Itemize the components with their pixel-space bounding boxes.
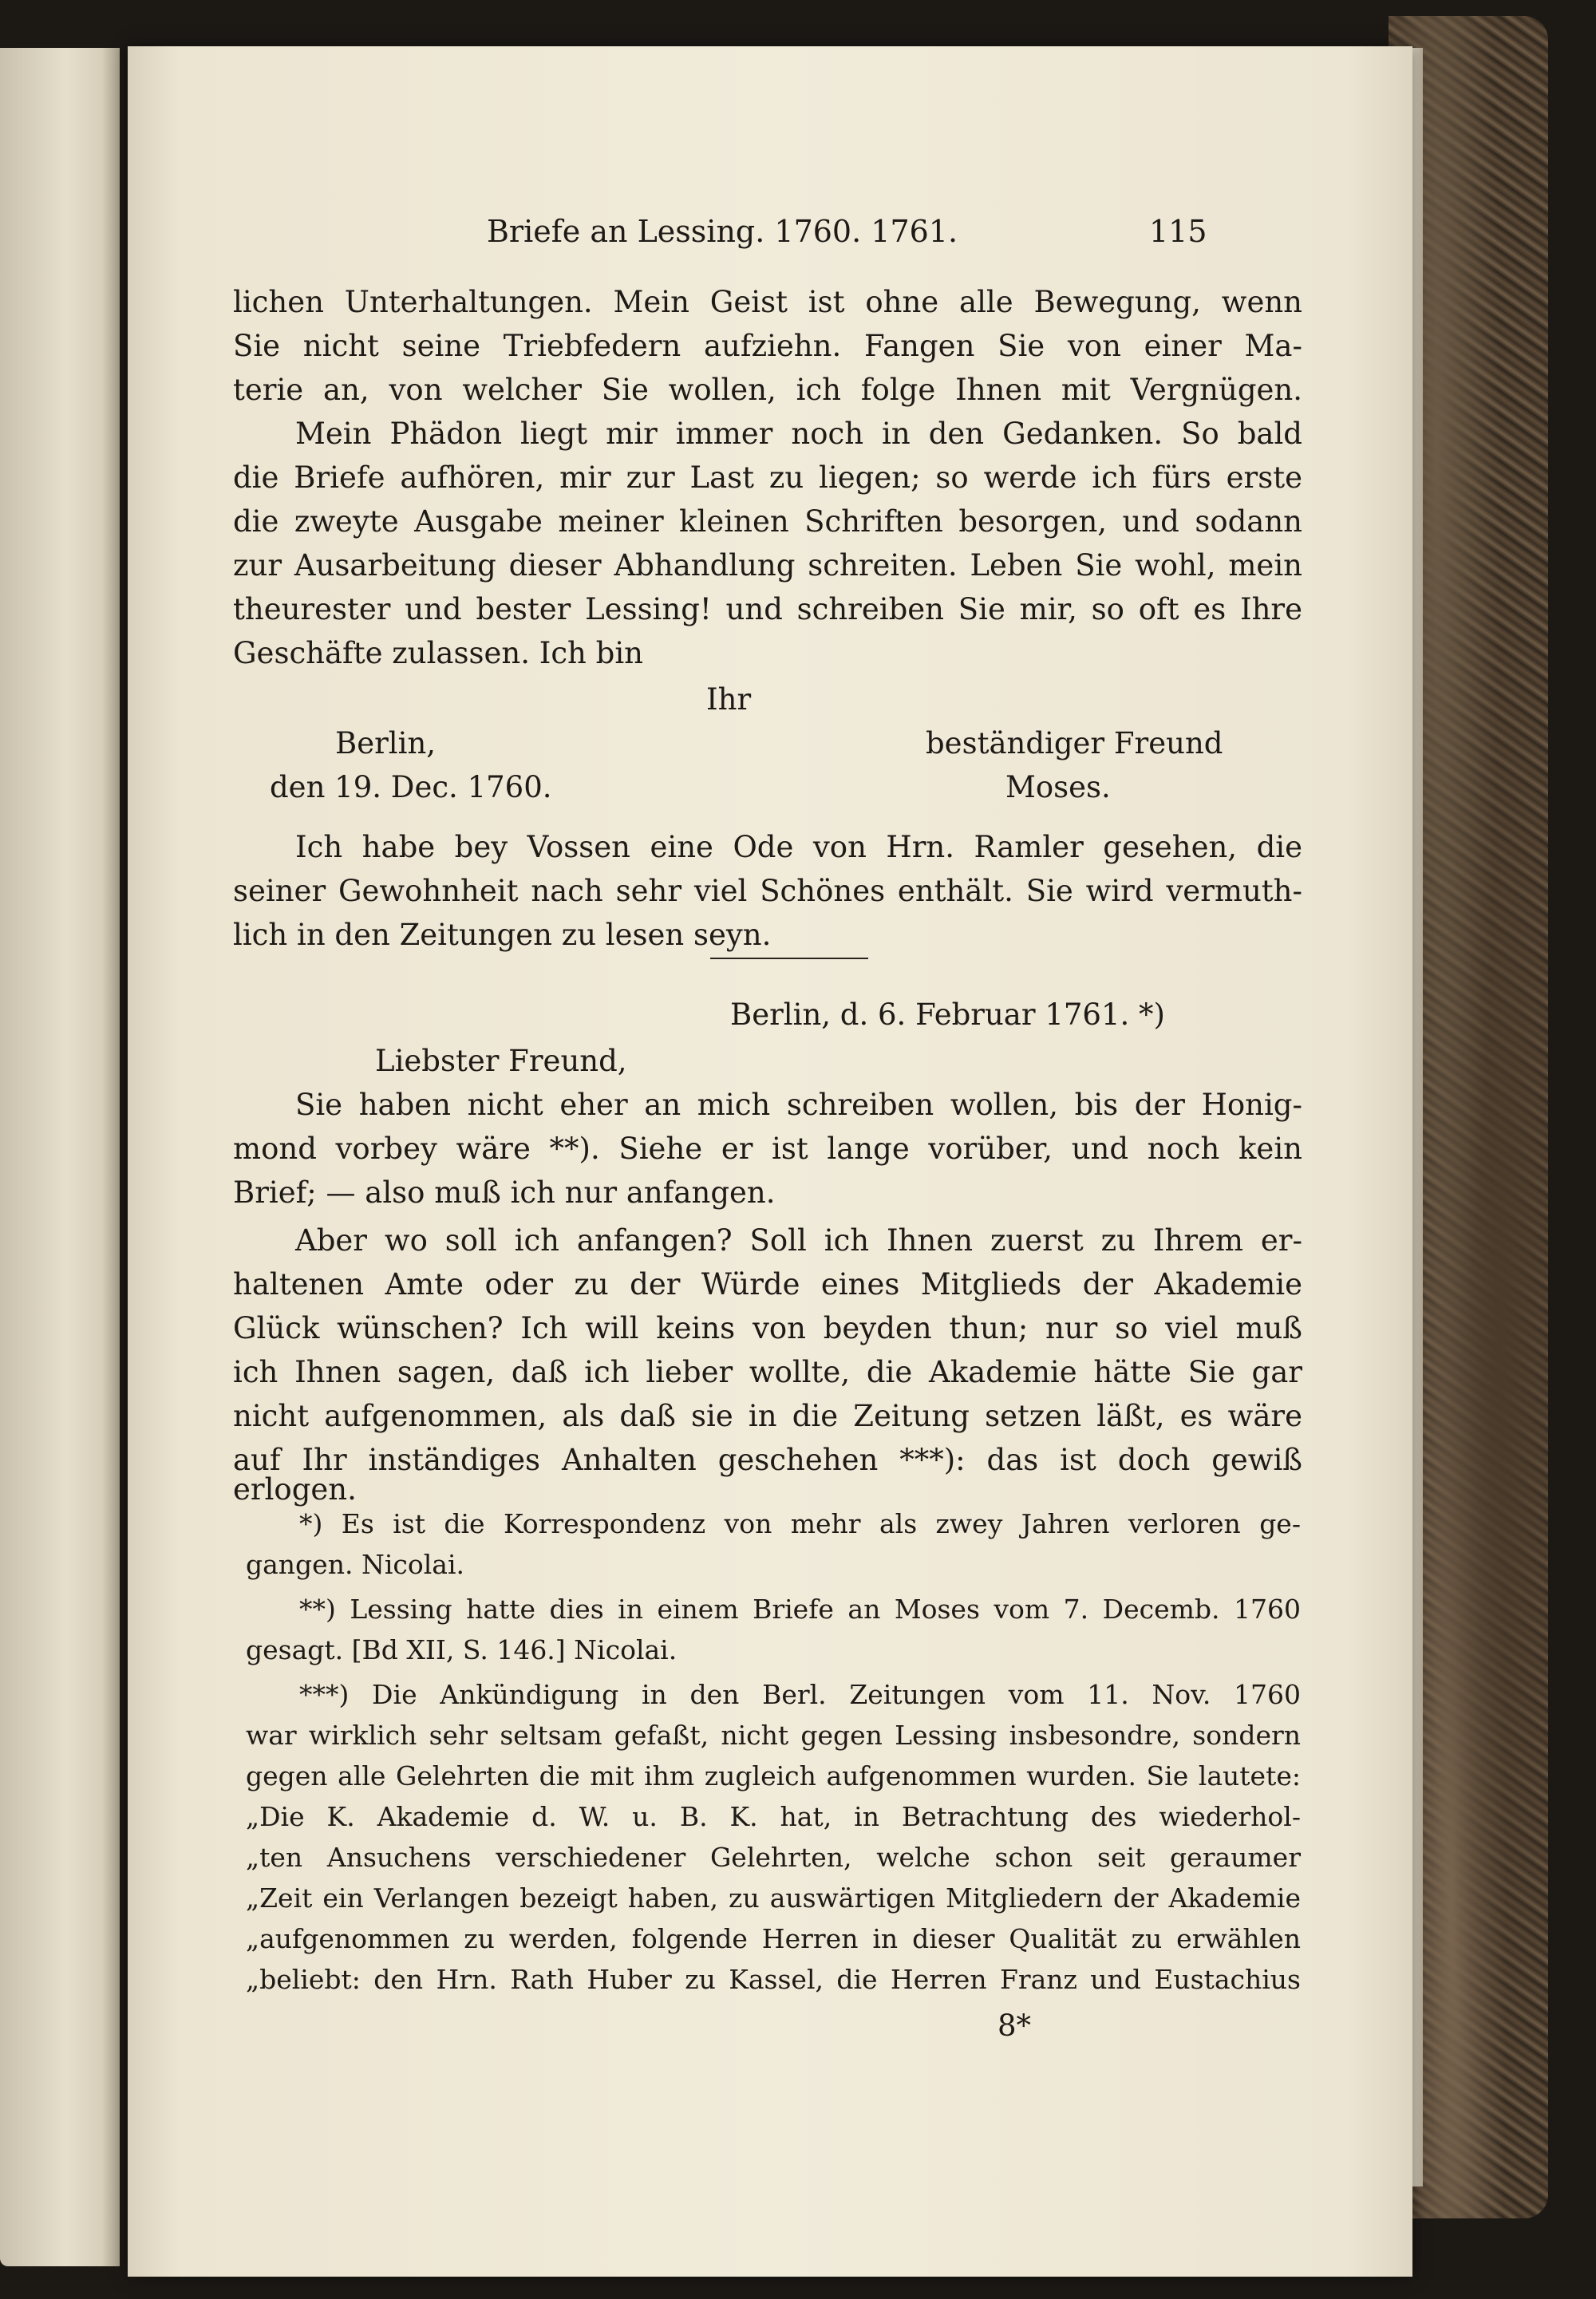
text-line: Glück wünschen? Ich will keins von beyden thun; nur so viel muß	[233, 1311, 1302, 1345]
text-line: Geschäfte zulassen. Ich bin	[233, 636, 643, 670]
text-line: Brief; — also muß ich nur anfangen.	[233, 1175, 776, 1210]
postscript-line: lich in den Zeitungen zu lesen seyn.	[233, 918, 772, 952]
dateline: Berlin, d. 6. Februar 1761. *)	[730, 997, 1165, 1032]
footnote-line: gangen. Nicolai.	[246, 1549, 464, 1580]
text-line: Aber wo soll ich anfangen? Soll ich Ihnen zuerst zu Ihrem er-	[295, 1223, 1302, 1258]
footnote-line: „Die K. Akademie d. W. u. B. K. hat, in Betrachtung des wiederhol-	[246, 1801, 1301, 1832]
text-line: Mein Phädon liegt mir immer noch in den Gedanken. So bald	[295, 417, 1302, 451]
running-title: Briefe an Lessing. 1760. 1761.	[487, 214, 958, 249]
text-line: nicht aufgenommen, als daß sie in die Zeitung setzen läßt, es wäre	[233, 1399, 1302, 1433]
letter-separator	[710, 958, 868, 959]
text-line: terie an, von welcher Sie wollen, ich folge Ihnen mit Vergnügen.	[233, 373, 1302, 407]
footnote-line: war wirklich sehr seltsam gefaßt, nicht gegen Lessing insbesondre, sondern	[246, 1720, 1301, 1751]
footnote-line: *) Es ist die Korrespondenz von mehr als zwey Jahren verloren ge-	[299, 1508, 1301, 1539]
footnote-line: gegen alle Gelehrten die mit ihm zugleich aufgenommen wurden. Sie lautete:	[246, 1760, 1301, 1791]
signature: Moses.	[1005, 770, 1111, 804]
footnote-line: ***) Die Ankündigung in den Berl. Zeitungen vom 11. Nov. 1760	[299, 1679, 1301, 1710]
closing-ihr: Ihr	[706, 682, 752, 717]
text-line: die zweyte Ausgabe meiner kleinen Schriften besorgen, und sodann	[233, 504, 1302, 539]
postscript-line: Ich habe bey Vossen eine Ode von Hrn. Ramler gesehen, die	[295, 830, 1302, 864]
footnote-line: **) Lessing hatte dies in einem Briefe an Moses vom 7. Decemb. 1760	[299, 1594, 1301, 1625]
footnote-line: „ten Ansuchens verschiedener Gelehrten, welche schon seit geraumer	[246, 1842, 1301, 1873]
text-line: Sie haben nicht eher an mich schreiben wollen, bis der Honig-	[295, 1088, 1302, 1122]
letter-place: Berlin,	[335, 726, 437, 760]
salutation: Liebster Freund,	[375, 1044, 627, 1078]
letter-date: den 19. Dec. 1760.	[270, 770, 552, 804]
footnote-line: „Zeit ein Verlangen bezeigt haben, zu auswärtigen Mitgliedern der Akademie	[246, 1882, 1301, 1914]
closing-friend: beständiger Freund	[926, 726, 1223, 760]
text-line: theurester und bester Lessing! und schreiben Sie mir, so oft es Ihre	[233, 592, 1302, 626]
text-line: zur Ausarbeitung dieser Abhandlung schreiten. Leben Sie wohl, mein	[233, 548, 1302, 583]
text-line: die Briefe aufhören, mir zur Last zu liegen; so werde ich fürs erste	[233, 460, 1302, 495]
left-page-edge	[0, 48, 120, 2266]
text-line: haltenen Amte oder zu der Würde eines Mitglieds der Akademie	[233, 1267, 1302, 1302]
footnote-line: gesagt. [Bd XII, S. 146.] Nicolai.	[246, 1634, 678, 1665]
text-line: lichen Unterhaltungen. Mein Geist ist ohne alle Bewegung, wenn	[233, 285, 1302, 319]
text-line: mond vorbey wäre **). Siehe er ist lange vorüber, und noch kein	[233, 1132, 1302, 1166]
signature-mark: 8*	[998, 2009, 1032, 2043]
postscript-line: seiner Gewohnheit nach sehr viel Schönes enthält. Sie wird vermuth-	[233, 874, 1302, 908]
footnote-line: „aufgenommen zu werden, folgende Herren in dieser Qualität zu erwählen	[246, 1923, 1301, 1954]
text-line: ich Ihnen sagen, daß ich lieber wollte, die Akademie hätte Sie gar	[233, 1355, 1302, 1389]
text-line: auf Ihr inständiges Anhalten geschehen ***): das ist doch gewiß erlogen.	[233, 1443, 1302, 1507]
text-line: Sie nicht seine Triebfedern aufziehn. Fangen Sie von einer Ma-	[233, 329, 1302, 363]
page-number: 115	[1149, 214, 1207, 249]
footnote-line: „beliebt: den Hrn. Rath Huber zu Kassel, die Herren Franz und Eustachius	[246, 1964, 1301, 1995]
book-page	[128, 46, 1412, 2277]
